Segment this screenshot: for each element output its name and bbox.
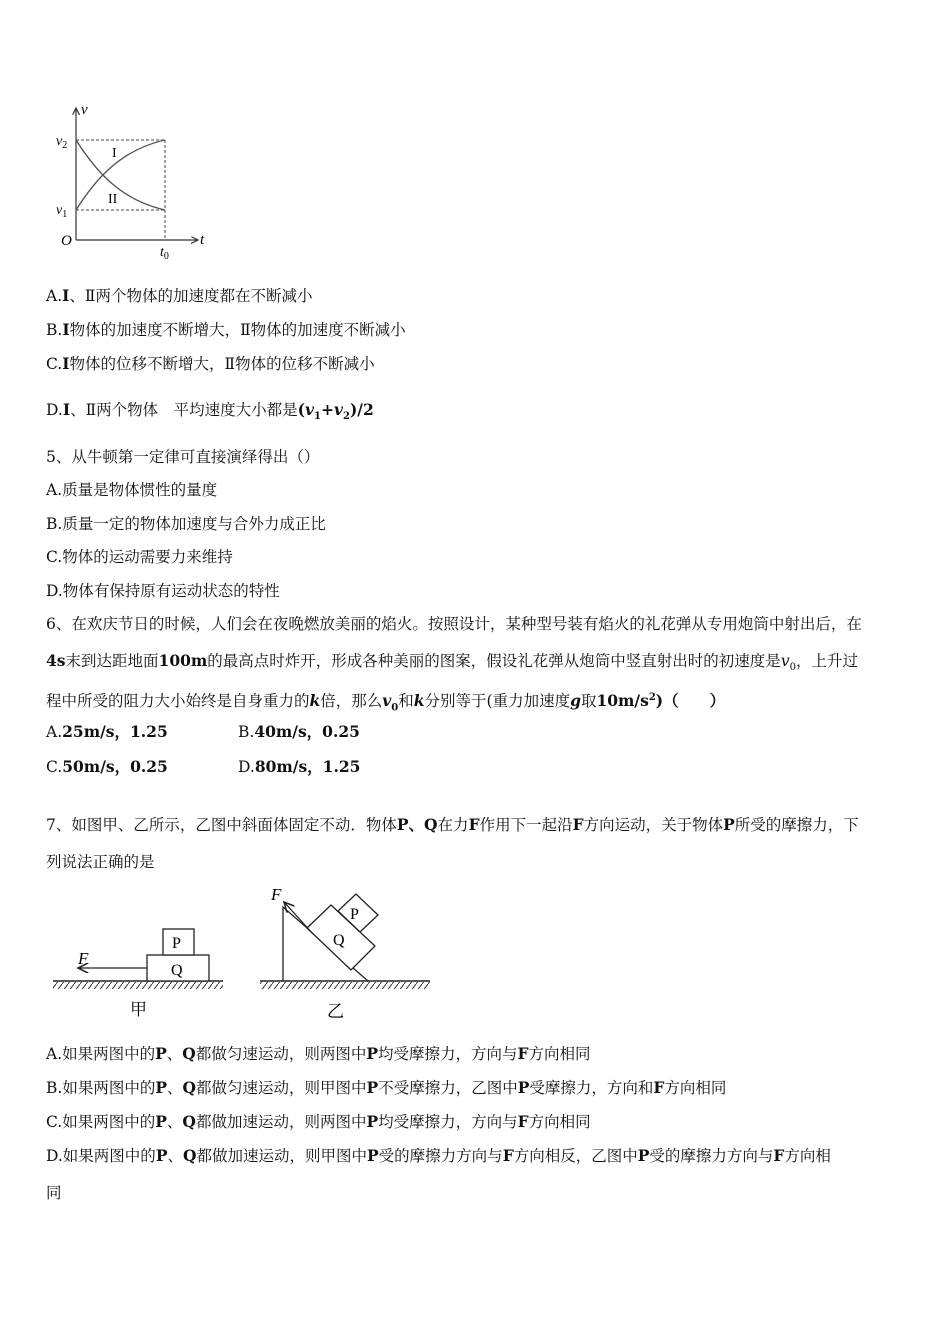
- label-yi: 乙: [327, 1002, 344, 1021]
- q7-option-c: C.如果两图中的P、Q都做加速运动，则两图中P均受摩擦力，方向与F方向相同: [46, 1112, 591, 1131]
- q5-stem: 5、从牛顿第一定律可直接演绎得出（）: [46, 448, 320, 466]
- curve-II-label: II: [108, 192, 118, 207]
- q6-option-a: A.25m/s，1.25: [46, 722, 168, 741]
- axis-v-label: v: [81, 102, 88, 118]
- q4-option-b: B.I物体的加速度不断增大，Ⅱ物体的加速度不断减小: [46, 320, 406, 339]
- figure-yi: [260, 885, 430, 1021]
- q7-option-d: D.如果两图中的P、Q都做加速运动，则甲图中P受的摩擦力方向与F方向相反，乙图中P受的摩擦力方向与F方向相: [46, 1146, 831, 1165]
- q4-option-a: A.I、Ⅱ两个物体的加速度都在不断减小: [46, 286, 313, 305]
- q7-stem-line1: 7、如图甲、乙所示，乙图中斜面体固定不动．物体P、Q在力F作用下一起沿F方向运动，关于物体P所受的摩擦力，下: [46, 815, 859, 834]
- q7-option-d-line2: 同: [46, 1184, 62, 1202]
- friction-figures: [50, 880, 450, 1025]
- velocity-time-graph: [50, 100, 220, 265]
- q6-option-b: B.40m/s，0.25: [238, 722, 360, 741]
- label-f-yi: F: [271, 885, 282, 904]
- label-jia: 甲: [130, 1000, 147, 1019]
- q6-stem-line3: 程中所受的阻力大小始终是自身重力的k倍，那么$v_0$和k分别等于(重力加速度g取$10m/s^2$)（ ）: [46, 691, 726, 714]
- curve-I-label: I: [112, 146, 117, 161]
- origin-label: O: [61, 233, 72, 249]
- v2-label: $v_2$: [56, 134, 68, 151]
- q7-option-b: B.如果两图中的P、Q都做匀速运动，则甲图中P不受摩擦力，乙图中P受摩擦力，方向和F方向相同: [46, 1078, 727, 1097]
- q6-option-c: C.50m/s，0.25: [46, 757, 168, 776]
- curve-I: [76, 140, 165, 210]
- q6-stem-line2: 4s末到达距地面100m的最高点时炸开，形成各种美丽的图案，假设礼花弹从炮筒中竖直射出时的初速度是$v_0$，上升过: [46, 651, 858, 674]
- t0-label: $t_0$: [160, 245, 169, 262]
- label-p-jia: P: [172, 935, 181, 952]
- q6-stem-line1: 6、在欢庆节日的时候，人们会在夜晚燃放美丽的焰火。按照设计，某种型号装有焰火的礼花弹从专用炮筒中射出后，在: [46, 615, 862, 633]
- q5-option-a: A.质量是物体惯性的量度: [46, 481, 218, 499]
- label-q-jia: Q: [171, 962, 183, 979]
- q4-option-c: C.I物体的位移不断增大，Ⅱ物体的位移不断减小: [46, 354, 375, 373]
- q7-stem-line2: 列说法正确的是: [46, 853, 155, 871]
- q4-option-d: D.I、Ⅱ两个物体 平均速度大小都是$(v_1+v_2)/2$: [46, 400, 374, 423]
- label-p-yi: P: [350, 906, 359, 923]
- q5-option-b: B.质量一定的物体加速度与合外力成正比: [46, 515, 326, 533]
- q5-option-d: D.物体有保持原有运动状态的特性: [46, 582, 280, 600]
- axis-t-label: t: [200, 232, 205, 248]
- force-arrow-yi: [284, 902, 313, 934]
- label-f-jia: F: [78, 949, 89, 968]
- q7-option-a: A.如果两图中的P、Q都做匀速运动，则两图中P均受摩擦力，方向与F方向相同: [46, 1044, 591, 1063]
- figure-jia: [53, 929, 223, 1019]
- q5-option-c: C.物体的运动需要力来维持: [46, 548, 233, 566]
- label-q-yi: Q: [333, 932, 345, 949]
- v1-label: $v_1$: [56, 203, 68, 220]
- q6-option-d: D.80m/s，1.25: [238, 757, 361, 776]
- curve-II: [76, 140, 165, 210]
